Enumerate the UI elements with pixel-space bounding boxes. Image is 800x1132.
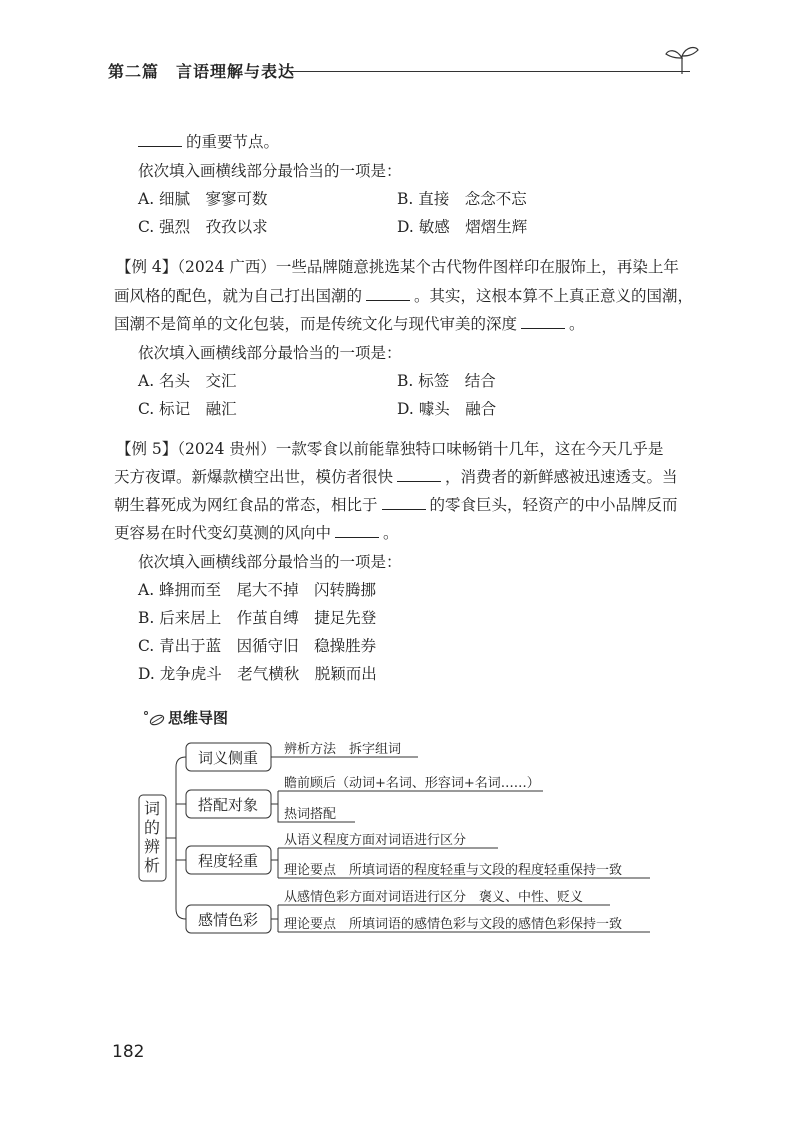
example-5-line-1: 【例 5】（2024 贵州）一款零食以前能靠独特口味畅销十几年，这在今天几乎是 <box>116 440 664 458</box>
example-4-line-1: 【例 4】（2024 广西）一些品牌随意挑选某个古代物件图样印在服饰上，再染上年 <box>116 258 679 276</box>
mindmap-leaf: 辨析方法 拆字组词 <box>284 742 402 757</box>
section-header: 第二篇 言语理解与表达 <box>108 62 296 81</box>
mindmap-root-char: 辨 <box>143 837 161 856</box>
page-number: 182 <box>112 1042 145 1062</box>
mindmap-leaf: 理论要点 所填词语的感情色彩与文段的感情色彩保持一致 <box>284 917 623 932</box>
example-tag: 【例 5】 <box>116 440 178 458</box>
example-source: （2024 广西） <box>177 258 276 276</box>
example-tag: 【例 4】 <box>116 258 178 276</box>
example-5-line-4: 更容易在时代变幻莫测的风向中 。 <box>114 524 399 542</box>
option-a: A. 蜂拥而至 尾大不掉 闪转腾挪 <box>138 581 377 599</box>
mindmap-title: 思维导图 <box>168 709 229 727</box>
mindmap-leaf: 理论要点 所填词语的程度轻重与文段的程度轻重保持一致 <box>284 863 623 878</box>
mindmap-branch-label: 搭配对象 <box>197 796 259 814</box>
option-c: C. 青出于蓝 因循守旧 稳操胜券 <box>138 637 377 655</box>
mindmap-root-char: 的 <box>143 818 161 837</box>
example-4-line-2: 画风格的配色，就为自己打出国潮的 。其实，这根本算不上真正意义的国潮， <box>114 287 694 305</box>
option-b: B. 后来居上 作茧自缚 捷足先登 <box>138 609 377 627</box>
mindmap-branch-label: 词义侧重 <box>197 749 259 767</box>
question-prompt: 依次填入画横线部分最恰当的一项是： <box>138 344 402 362</box>
option-a: A. 细腻 寥寥可数 <box>138 190 268 208</box>
example-5-line-2: 天方夜谭。新爆款横空出世，模仿者很快 ，消费者的新鲜感被迅速透支。当 <box>114 468 678 486</box>
question-prompt: 依次填入画横线部分最恰当的一项是： <box>138 553 402 571</box>
mindmap-root-char: 析 <box>143 856 161 875</box>
mindmap-branch-label: 程度轻重 <box>197 852 259 870</box>
question-prompt: 依次填入画横线部分最恰当的一项是： <box>138 162 402 180</box>
mindmap-leaf: 从感情色彩方面对词语进行区分 褒义、中性、贬义 <box>284 890 584 905</box>
option-b: B. 直接 念念不忘 <box>397 190 527 208</box>
option-b: B. 标签 结合 <box>397 372 496 390</box>
example-5-line-3: 朝生暮死成为网红食品的常态，相比于 的零食巨头，轻资产的中小品牌反而 <box>114 496 678 514</box>
option-a: A. 名头 交汇 <box>138 372 237 390</box>
option-d: D. 龙争虎斗 老气横秋 脱颖而出 <box>138 665 377 683</box>
prev-question-tail: 的重要节点。 <box>138 131 279 153</box>
example-source: （2024 贵州） <box>177 440 276 458</box>
option-c: C. 标记 融汇 <box>138 400 237 418</box>
mindmap-root-char: 词 <box>143 799 161 818</box>
option-d: D. 噱头 融合 <box>397 400 497 418</box>
mindmap-leaf: 热词搭配 <box>284 807 337 822</box>
mindmap-leaf: 瞻前顾后（动词+名词、形容词+名词……） <box>284 776 540 791</box>
option-d: D. 敏感 熠熠生辉 <box>397 218 528 236</box>
example-4-line-3: 国潮不是简单的文化包装，而是传统文化与现代审美的深度 。 <box>114 315 585 333</box>
mindmap-leaf: 从语义程度方面对词语进行区分 <box>284 833 467 848</box>
mindmap-branch-label: 感情色彩 <box>197 911 259 929</box>
option-c: C. 强烈 孜孜以求 <box>138 218 268 236</box>
